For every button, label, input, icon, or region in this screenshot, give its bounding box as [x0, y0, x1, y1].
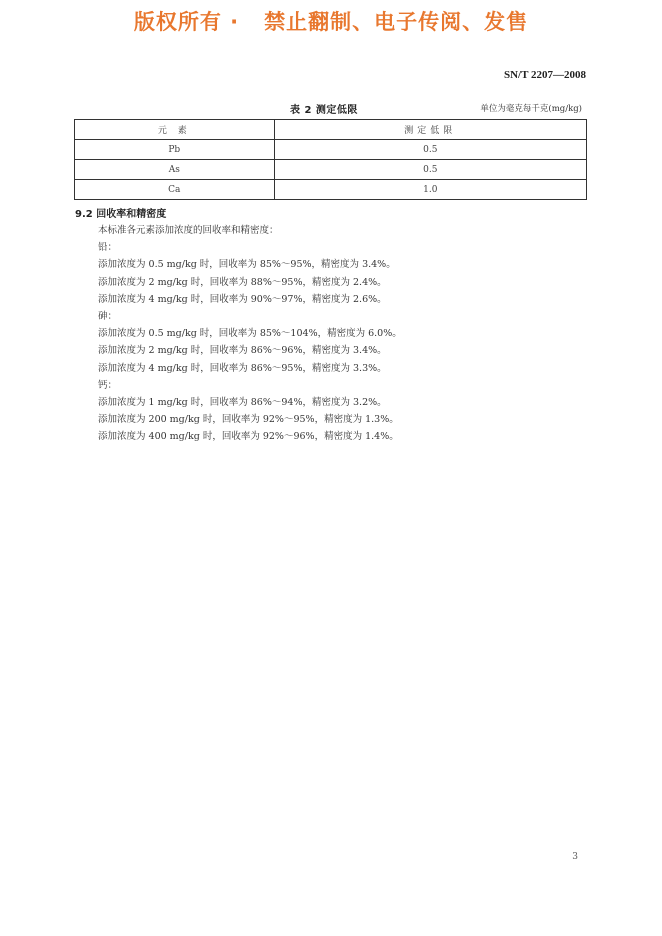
table-row	[75, 160, 587, 180]
header-detection-limit: 测定低限	[274, 120, 586, 140]
body-line: 本标准各元素添加浓度的回收率和精密度：	[98, 225, 279, 236]
header-element: 元 素	[75, 120, 275, 140]
element-cell: Pb	[75, 140, 275, 160]
table-unit-note: 单位为毫克每千克(mg/kg)	[480, 104, 582, 114]
limit-cell: 1.0	[274, 180, 586, 200]
section-heading: 9.2 回收率和精密度	[75, 209, 167, 220]
body-line: 砷：	[98, 311, 118, 323]
table-caption: 表 2 测定低限	[290, 105, 358, 116]
standard-code: SN/T 2207—2008	[503, 69, 586, 81]
copyright-watermark: 版权所有 · 禁止翻制、电子传阅、发售	[133, 10, 529, 34]
body-line: 添加浓度为 2 mg/kg 时，回收率为 86%～96%，精密度为 3.4%。	[98, 345, 387, 357]
body-line: 钙：	[98, 379, 118, 391]
table-row	[75, 140, 587, 160]
element-cell: Ca	[75, 180, 275, 200]
body-line: 添加浓度为 1 mg/kg 时，回收率为 86%～94%，精密度为 3.2%。	[98, 397, 387, 409]
section-body	[98, 222, 402, 446]
element-cell: As	[75, 160, 275, 180]
body-line: 添加浓度为 4 mg/kg 时，回收率为 90%～97%，精密度为 2.6%。	[98, 293, 387, 305]
body-line: 添加浓度为 4 mg/kg 时，回收率为 86%～95%，精密度为 3.3%。	[98, 362, 387, 374]
table-header-row	[75, 120, 587, 140]
detection-limit-table	[74, 119, 587, 200]
body-line: 添加浓度为 0.5 mg/kg 时，回收率为 85%～95%，精密度为 3.4%。	[98, 259, 396, 271]
table-row	[75, 180, 587, 200]
body-line: 添加浓度为 0.5 mg/kg 时，回收率为 85%～104%，精密度为 6.0%。	[98, 328, 402, 340]
body-line: 添加浓度为 400 mg/kg 时，回收率为 92%～96%，精密度为 1.4%。	[98, 431, 399, 443]
body-line: 添加浓度为 2 mg/kg 时，回收率为 88%～95%，精密度为 2.4%。	[98, 276, 387, 288]
page-number: 3	[572, 852, 578, 862]
body-line: 铅：	[98, 242, 118, 254]
limit-cell: 0.5	[274, 160, 586, 180]
body-line: 添加浓度为 200 mg/kg 时，回收率为 92%～95%，精密度为 1.3%。	[98, 414, 399, 426]
limit-cell: 0.5	[274, 140, 586, 160]
